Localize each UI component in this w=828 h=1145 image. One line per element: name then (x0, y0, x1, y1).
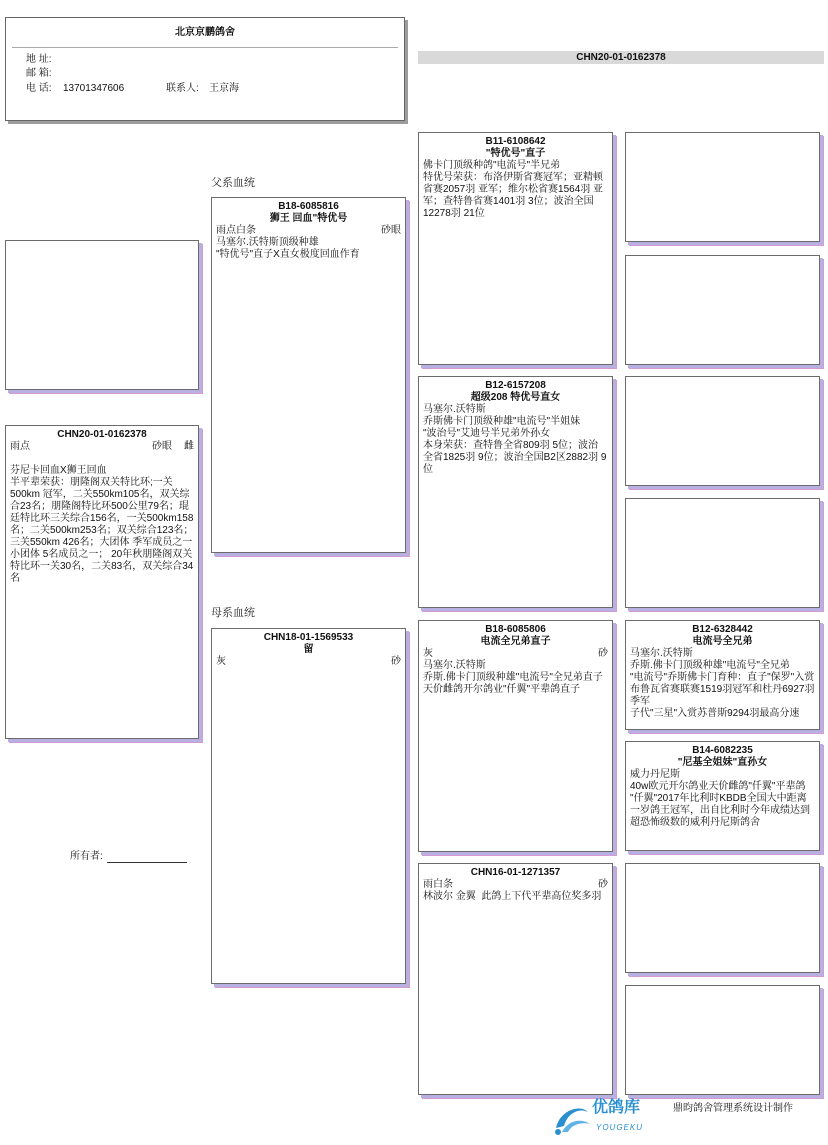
great-grandparent-5-card (625, 620, 820, 730)
dam-sire-sire-ring: B12-6328442 (692, 624, 753, 635)
dam-sire-card (418, 620, 613, 852)
dam-color: 灰 (216, 656, 226, 667)
great-grandparent-3-card (625, 376, 820, 486)
dam-attrs (216, 656, 401, 668)
subject-attrs (10, 441, 194, 453)
phone-label: 电 话: (26, 83, 52, 94)
subject-eye: 砂眼 (152, 441, 172, 452)
subject-sex: 雌 (184, 441, 194, 452)
owner-signature-line (107, 852, 187, 863)
sire-description: 马塞尔.沃特斯顶级种雄 "特优号"直子X直女极度回血作育 (216, 237, 360, 260)
sire-dam-ring: B12-6157208 (485, 380, 546, 391)
loft-info-box (5, 17, 405, 121)
sire-section-label: 父系血统 (211, 177, 255, 189)
dam-dam-description: 林波尔 金翼 此鸽上下代平辈高位奖多羽 (423, 891, 602, 902)
sire-dam-description: 马塞尔.沃特斯 乔斯佛卡门顶级种雄"电流号"半姐妹 "波治号"艾迪号半兄弟外孙女 本身荣获：查特鲁全省809羽 5位；波治全省1825羽 9位；波治全国B2区2882羽 9位 (423, 404, 607, 475)
dam-ring: CHN18-01-1569533 (263, 632, 354, 643)
sire-dam-card (418, 376, 613, 608)
dam-sire-dam-nick: "尼基全姐妹"直孙女 (677, 757, 768, 768)
yougeku-logo (550, 1098, 670, 1138)
subject-ring: CHN20-01-0162378 (57, 429, 147, 440)
dam-dam-color: 雨白条 (423, 879, 453, 890)
sire-card (211, 197, 406, 553)
owner-label: 所有者: (70, 851, 103, 862)
sire-dam-nick: 超级208 特优号直女 (470, 392, 561, 403)
postcode-label: 邮 箱: (26, 68, 52, 79)
dam-sire-attrs (423, 648, 608, 660)
great-grandparent-4-card (625, 498, 820, 608)
dam-section-label: 母系血统 (211, 607, 255, 619)
dam-dam-eye: 砂 (598, 879, 608, 890)
dam-dam-attrs (423, 879, 608, 891)
footer-credit: 鼎昀鸽舍管理系统设计制作 (673, 1103, 793, 1114)
dam-sire-dam-ring: B14-6082235 (692, 745, 753, 756)
subject-bird-card (5, 425, 199, 739)
contact-label: 联系人: (166, 83, 199, 94)
sire-color: 雨点白条 (216, 225, 256, 236)
top-ring-banner: CHN20-01-0162378 (418, 51, 824, 64)
sire-sire-nick: "特优号"直子 (485, 148, 546, 159)
loft-name: 北京京鹏鸽舍 (12, 18, 398, 48)
dam-dam-ring: CHN16-01-1271357 (470, 867, 561, 878)
dam-sire-ring: B18-6085806 (485, 624, 546, 635)
phone-value: 13701347606 (63, 83, 125, 94)
logo-text-cn: 优鸽库 (592, 1099, 641, 1116)
logo-text-en: YOUGEKU (596, 1123, 644, 1132)
sire-attrs (216, 225, 401, 237)
dam-sire-description: 马塞尔.沃特斯 乔斯.佛卡门顶级种雄"电流号"全兄弟直子 天价雌鸽开尔鸽业"仟翼"平辈鸽直子 (423, 660, 603, 695)
great-grandparent-2-card (625, 255, 820, 365)
subject-description: 芬尼卡回血X狮王回血 半平辈荣获：朋隆阁双关特比环;一关500km 冠军，二关550km105名，双关综合23名；朋隆阁特比环500公里79名；琨廷特比环三关综合156名，一关500km158名；二关500km253名；双关综合123名；三关550km 426名；大团体 季军成员之一 小团体 5名成员之一； 20年秋朋隆阁双关特比环一关30名，二关83名，双关综合34名 (10, 465, 194, 584)
dam-card (211, 628, 406, 984)
owner-field (70, 851, 187, 863)
sire-sire-card (418, 132, 613, 365)
sire-ring: B18-6085816 (278, 201, 339, 212)
great-grandparent-8-card (625, 985, 820, 1095)
dam-eye: 砂 (391, 656, 401, 667)
sire-nick: 狮王 回血"特优号 (269, 213, 348, 224)
dam-sire-eye: 砂 (598, 648, 608, 659)
photo-box (5, 240, 199, 390)
dam-sire-sire-nick: 电流号全兄弟 (692, 636, 753, 647)
dam-sire-sire-description: 马塞尔.沃特斯 乔斯.佛卡门顶级种雄"电流号"全兄弟 "电流号"乔斯佛卡门育种：直子"保罗"入赏布鲁瓦省赛联赛1519羽冠军和杜丹6927羽季军 子代"三星"入赏苏普斯9294羽最高分速 (630, 648, 815, 719)
dam-sire-color: 灰 (423, 648, 433, 659)
great-grandparent-6-card (625, 741, 820, 851)
subject-color: 雨点 (10, 441, 30, 452)
sire-sire-description: 佛卡门顶级种鸽"电流号"半兄弟 特优号荣获：布洛伊斯省赛冠军；亚精顿省赛2057羽 亚军；维尔松省赛1564羽 亚军；查特鲁省赛1401羽 3位；波治全国12278羽 21位 (423, 160, 604, 219)
great-grandparent-1-card (625, 132, 820, 242)
dam-sire-nick: 电流全兄弟直子 (480, 636, 551, 647)
dam-dam-card (418, 863, 613, 1095)
dam-sire-dam-description: 威力丹尼斯 40w欧元开尔鸽业天价雌鸽"仟翼"平辈鸽 "仟翼"2017年比利时KBDB全国大中距离一岁鸽王冠军，出自比利时今年成绩达到超恐怖级数的威利丹尼斯鸽舍 (630, 769, 810, 828)
sire-eye: 砂眼 (381, 225, 401, 236)
sire-sire-ring: B11-6108642 (485, 136, 546, 147)
dam-nick: 留 (303, 644, 314, 655)
swirl-logo-icon (550, 1098, 594, 1138)
contact-value: 王京海 (209, 83, 239, 94)
address-label: 地 址: (26, 54, 52, 65)
great-grandparent-7-card (625, 863, 820, 973)
